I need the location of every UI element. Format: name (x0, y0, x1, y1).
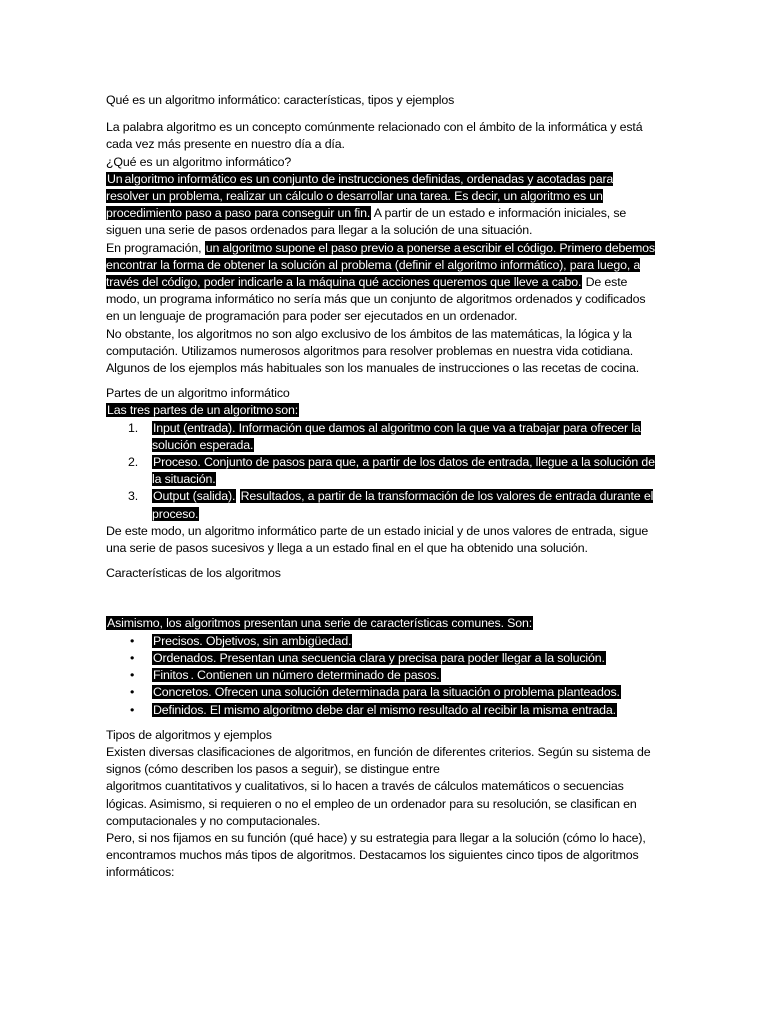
list-item (106, 667, 658, 684)
parts-intro (106, 402, 658, 419)
bullet-icon: • (130, 685, 135, 700)
characteristics-list (106, 633, 658, 719)
parts-list (106, 420, 658, 523)
highlight-text: son: (275, 403, 298, 418)
highlight-text: Las tres partes de un algoritmo (107, 403, 274, 418)
list-item-text: Precisos. Objetivos, sin ambigüedad. (153, 633, 352, 648)
list-item-text: Concretos. Ofrecen una solución determinada para la situación o problema planteados. (153, 685, 620, 700)
list-item (106, 454, 658, 488)
document-body (106, 92, 658, 882)
intro-paragraph: La palabra algoritmo es un concepto comúnmente relacionado con el ámbito de la informática y está cada vez más presente en nuestro día a día. (106, 120, 643, 152)
definition-paragraph (106, 171, 658, 240)
types-paragraph-2: algoritmos cuantitativos y cualitativos, si lo hacen a través de cálculos matemáticos o secuencias lógicas. Asimismo, si requieren o no el empleo de un ordenador para su resolución, se clasifican en computacionales y no computacionales. (106, 779, 637, 828)
programming-lead: En programación, (106, 240, 202, 255)
types-paragraph-3: Pero, si nos fijamos en su función (qué hace) y su estrategia para llegar a la solución (cómo lo hace), encontramos muchos más tipos de algoritmos. Destacamos los siguientes cinco tipos de algoritmos informáticos: (106, 830, 646, 880)
highlight-text: escribir el código. Primero debemos encontrar la forma de obtener la solución al problema (definir el algoritmo informático), para luego, a través del código, poder indicarle a la máquina qué acciones queremos que lleve a cabo. (106, 240, 655, 290)
list-number: 3. (128, 489, 139, 504)
list-item-text: Input (entrada). Información que damos al algoritmo con la que va a trabajar para ofrecer la solución esperada. (152, 420, 641, 452)
list-item-text: Finitos (153, 668, 189, 683)
document-title: Qué es un algoritmo informático: características, tipos y ejemplos (106, 93, 455, 107)
list-item-text: Output (salida). (153, 489, 236, 504)
list-number: 2. (128, 455, 139, 470)
obstante-paragraph: No obstante, los algoritmos no son algo exclusivo de los ámbitos de las matemáticas, la lógica y la computación. Utilizamos numerosos algoritmos para resolver problemas en nuestra vida cotidiana. Algunos de los ejemplos más habituales son los manuales de instrucciones o las recetas de cocina. (106, 326, 640, 376)
types-heading: Tipos de algoritmos y ejemplos (106, 727, 272, 742)
question-heading: ¿Qué es un algoritmo informático? (106, 154, 292, 169)
highlight-text: un algoritmo supone el paso previo a ponerse a (205, 240, 461, 255)
list-item-text: Resultados, a partir de la transformación de los valores de entrada durante el proceso. (152, 489, 654, 521)
list-item-text: Proceso. Conjunto de pasos para que, a partir de los datos de entrada, llegue a la solución de la situación. (152, 455, 655, 487)
bullet-icon: • (130, 668, 135, 683)
list-item-text: Definidos. El mismo algoritmo debe dar el mismo resultado al recibir la misma entrada. (153, 702, 616, 717)
list-item (106, 420, 658, 454)
list-item (106, 702, 658, 719)
programming-paragraph (106, 240, 658, 326)
bullet-icon: • (130, 650, 135, 665)
parts-after-paragraph: De este modo, un algoritmo informático parte de un estado inicial y de unos valores de entrada, sigue una serie de pasos sucesivos y llega a un estado final en el que ha obtenido una solución. (106, 523, 649, 556)
list-item-text: . Contienen un número determinado de pasos. (190, 668, 440, 683)
characteristics-heading: Características de los algoritmos (106, 566, 281, 581)
bullet-icon: • (130, 702, 135, 717)
highlight-text: algoritmo informático es un conjunto de instrucciones definidas, ordenadas y acotadas para resolver un problema, realizar un cálculo o desarrollar una tarea. Es decir, un algoritmo es un procedimiento paso a paso para conseguir un fin. (106, 171, 614, 221)
characteristics-intro (106, 615, 658, 632)
list-item (106, 650, 658, 667)
list-item (106, 633, 658, 650)
definition-text: A partir de un estado e información iniciales, se siguen una serie de pasos ordenados para llegar a la solución de una situación. (106, 206, 627, 238)
list-item (106, 684, 658, 701)
highlight-text: Asimismo, los algoritmos presentan una serie de características comunes. Son: (107, 616, 533, 631)
parts-heading: Partes de un algoritmo informático (106, 386, 290, 401)
programming-text: De este modo, un programa informático no sería más que un conjunto de algoritmos ordenados y codificados en un lenguaje de programación para poder ser ejecutados en un ordenador. (106, 275, 646, 324)
types-paragraph-1: Existen diversas clasificaciones de algoritmos, en función de diferentes criterios. Según su sistema de signos (cómo describen los pasos a seguir), se distingue entre (106, 744, 651, 777)
bullet-icon: • (130, 633, 135, 648)
list-item-text: Ordenados. Presentan una secuencia clara y precisa para poder llegar a la solución. (153, 650, 605, 665)
list-number: 1. (128, 420, 139, 435)
highlight-text: Un (107, 171, 123, 186)
list-item (106, 488, 658, 522)
